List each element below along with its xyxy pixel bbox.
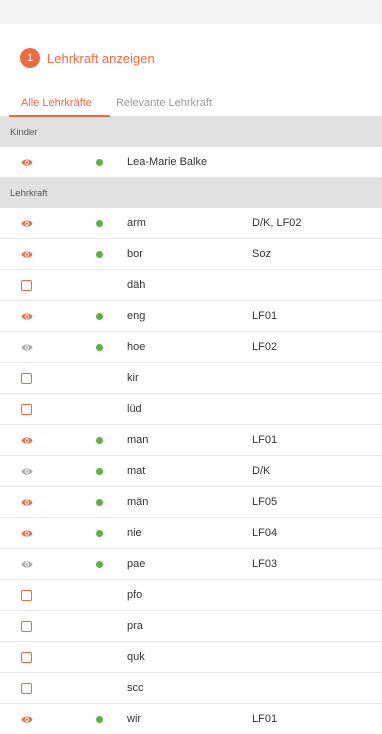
eye-grey-icon[interactable] xyxy=(21,467,41,476)
eye-orange-icon[interactable] xyxy=(21,498,41,507)
status-indicator xyxy=(96,344,108,351)
tab-relevant-teacher[interactable]: Relevante Lehrkraft xyxy=(115,97,212,109)
row-note: D/K, LF02 xyxy=(252,217,302,229)
row-name: arm xyxy=(127,217,146,229)
eye-grey-icon[interactable] xyxy=(21,343,41,352)
list-item[interactable] xyxy=(0,147,382,178)
row-name: nie xyxy=(127,527,142,539)
eye-orange-icon[interactable] xyxy=(21,436,41,445)
status-indicator xyxy=(96,220,108,227)
status-indicator xyxy=(96,313,108,320)
status-indicator xyxy=(96,159,108,166)
online-dot-icon xyxy=(96,530,103,537)
row-note: D/K xyxy=(252,465,271,477)
status-indicator xyxy=(96,251,108,258)
online-dot-icon xyxy=(96,251,103,258)
active-tab-indicator xyxy=(9,115,110,117)
row-name: pfo xyxy=(127,589,143,601)
list-item[interactable] xyxy=(0,332,382,363)
status-indicator xyxy=(96,530,108,537)
online-dot-icon xyxy=(96,159,103,166)
eye-orange-icon[interactable] xyxy=(21,219,41,228)
list-item[interactable] xyxy=(0,549,382,580)
checkbox-icon[interactable] xyxy=(21,621,41,632)
online-dot-icon xyxy=(96,220,103,227)
list-item[interactable] xyxy=(0,704,382,734)
checkbox-box[interactable] xyxy=(21,652,32,663)
list-item[interactable] xyxy=(0,301,382,332)
row-name: scc xyxy=(127,682,144,694)
checkbox-icon[interactable] xyxy=(21,404,41,415)
row-note: LF05 xyxy=(252,496,278,508)
list-item[interactable] xyxy=(0,363,382,394)
checkbox-box[interactable] xyxy=(21,373,32,384)
tab-all-teachers[interactable]: Alle Lehrkräfte xyxy=(21,97,92,109)
tab-bar xyxy=(0,90,382,117)
row-name: mat xyxy=(127,465,146,477)
checkbox-box[interactable] xyxy=(21,590,32,601)
row-name: pae xyxy=(127,558,146,570)
row-name: bor xyxy=(127,248,143,260)
row-name: eng xyxy=(127,310,146,322)
list-item[interactable] xyxy=(0,394,382,425)
list-item[interactable] xyxy=(0,580,382,611)
checkbox-box[interactable] xyxy=(21,683,32,694)
list-item[interactable] xyxy=(0,487,382,518)
row-name: quk xyxy=(127,651,145,663)
row-note: Soz xyxy=(252,248,271,260)
online-dot-icon xyxy=(96,468,103,475)
checkbox-box[interactable] xyxy=(21,404,32,415)
list-item[interactable] xyxy=(0,673,382,704)
eye-orange-icon[interactable] xyxy=(21,529,41,538)
eye-orange-icon[interactable] xyxy=(21,312,41,321)
teacher-list xyxy=(0,117,382,734)
row-note: LF01 xyxy=(252,310,278,322)
list-item[interactable] xyxy=(0,456,382,487)
row-name: däh xyxy=(127,279,146,291)
status-indicator xyxy=(96,437,108,444)
checkbox-icon[interactable] xyxy=(21,652,41,663)
row-name: lüd xyxy=(127,403,142,415)
list-item[interactable] xyxy=(0,611,382,642)
list-item[interactable] xyxy=(0,642,382,673)
row-note: LF01 xyxy=(252,713,278,725)
count-badge: 1 xyxy=(20,48,40,68)
row-name: wir xyxy=(127,713,142,725)
online-dot-icon xyxy=(96,561,103,568)
top-bar xyxy=(0,0,382,24)
section-header: Lehrkraft xyxy=(0,178,382,208)
eye-grey-icon[interactable] xyxy=(21,560,41,569)
page-title: Lehrkraft anzeigen xyxy=(47,50,155,66)
eye-orange-icon[interactable] xyxy=(21,715,41,724)
row-note: LF02 xyxy=(252,341,278,353)
row-name: kir xyxy=(127,372,139,384)
list-item[interactable] xyxy=(0,208,382,239)
list-item[interactable] xyxy=(0,518,382,549)
checkbox-icon[interactable] xyxy=(21,683,41,694)
row-note: LF03 xyxy=(252,558,278,570)
list-item[interactable] xyxy=(0,425,382,456)
row-name: Lea-Marie Balke xyxy=(127,156,208,168)
checkbox-box[interactable] xyxy=(21,621,32,632)
row-name: män xyxy=(127,496,149,508)
checkbox-box[interactable] xyxy=(21,280,32,291)
eye-orange-icon[interactable] xyxy=(21,250,41,259)
checkbox-icon[interactable] xyxy=(21,373,41,384)
status-indicator xyxy=(96,561,108,568)
list-item[interactable] xyxy=(0,270,382,301)
eye-orange-icon[interactable] xyxy=(21,158,41,167)
row-note: LF01 xyxy=(252,434,278,446)
checkbox-icon[interactable] xyxy=(21,590,41,601)
status-indicator xyxy=(96,716,108,723)
status-indicator xyxy=(96,499,108,506)
row-name: pra xyxy=(127,620,143,632)
checkbox-icon[interactable] xyxy=(21,280,41,291)
row-name: hoe xyxy=(127,341,146,353)
online-dot-icon xyxy=(96,437,103,444)
list-item[interactable] xyxy=(0,239,382,270)
page-header xyxy=(0,46,382,70)
online-dot-icon xyxy=(96,344,103,351)
online-dot-icon xyxy=(96,313,103,320)
status-indicator xyxy=(96,468,108,475)
row-name: man xyxy=(127,434,149,446)
online-dot-icon xyxy=(96,716,103,723)
row-note: LF04 xyxy=(252,527,278,539)
online-dot-icon xyxy=(96,499,103,506)
section-header: Kinder xyxy=(0,117,382,147)
